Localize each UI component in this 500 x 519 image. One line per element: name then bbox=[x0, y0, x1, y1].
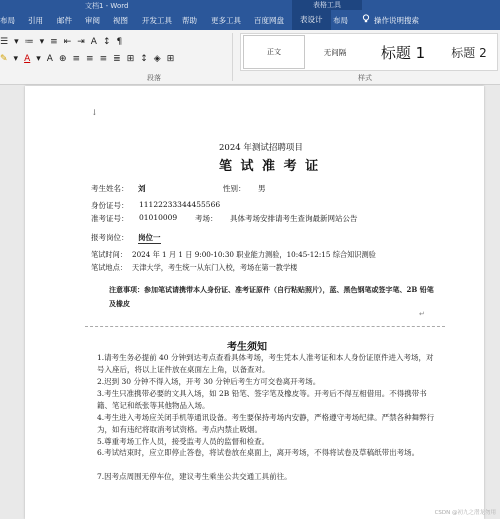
window-title: 文档1 - Word bbox=[85, 2, 129, 10]
exam-room-label: 考场： bbox=[195, 214, 218, 223]
rule-item-7: 7.因考点周围无停车位，建议考生乘坐公共交通工具前往。 bbox=[97, 472, 292, 481]
increase-indent-icon[interactable]: ⇥ bbox=[77, 37, 85, 47]
gender-value: 男 bbox=[258, 184, 266, 193]
tab-developer[interactable]: 开发工具 bbox=[142, 16, 172, 25]
highlight-icon[interactable]: ✎ bbox=[0, 54, 8, 64]
distributed-icon[interactable]: ⊞ bbox=[126, 54, 135, 64]
tab-help[interactable]: 帮助 bbox=[182, 16, 197, 25]
chinese-layout-icon[interactable]: A bbox=[90, 37, 97, 47]
align-right-icon[interactable]: ≡ bbox=[99, 54, 108, 64]
decrease-indent-icon[interactable]: ⇤ bbox=[63, 37, 72, 47]
id-value: 11122233344455566 bbox=[139, 200, 221, 209]
font-color-icon[interactable]: A bbox=[24, 54, 31, 64]
tell-me-box[interactable] bbox=[362, 14, 419, 26]
enclose-char-icon[interactable]: ⊕ bbox=[58, 54, 67, 64]
gender-label: 性别： bbox=[223, 184, 246, 193]
ribbon-tabs bbox=[0, 10, 500, 30]
tab-mailings[interactable]: 邮件 bbox=[57, 16, 72, 25]
title-bar bbox=[0, 0, 500, 10]
doc-title: 2024 年测试招聘项目 bbox=[219, 143, 303, 153]
font-row-bottom bbox=[0, 54, 174, 64]
align-left-icon[interactable]: ≡ bbox=[72, 54, 81, 64]
style-heading-1[interactable]: 标题 1 bbox=[380, 43, 426, 62]
styles-gallery bbox=[240, 33, 498, 71]
multilevel-list-icon[interactable]: ≡ bbox=[50, 37, 58, 47]
rule-item-5: 5.尊重考场工作人员，接受监考人员的监督和检查。 bbox=[97, 437, 270, 446]
context-group-label: 表格工具 bbox=[292, 0, 362, 10]
tab-baidu-netdisk[interactable]: 百度网盘 bbox=[254, 16, 284, 25]
section-divider bbox=[85, 326, 445, 327]
tab-table-design[interactable]: 表设计 bbox=[292, 10, 331, 30]
document-page[interactable] bbox=[25, 86, 484, 519]
notice-paragraph: 注意事项：参加笔试请携带本人身份证、准考证原件（自行粘贴照片），蓝、黑色钢笔或签字笔、2B 铅笔及橡皮 bbox=[109, 285, 434, 308]
tab-table-layout[interactable]: 布局 bbox=[333, 16, 348, 25]
numbering-icon[interactable]: ≔ bbox=[24, 37, 34, 47]
ticket-value: 01010009 bbox=[139, 213, 178, 222]
rule-item-6: 6.考试结束时，应立即停止答卷，将试卷放在桌面上，离开考场，不得将试卷及草稿纸带出考场。 bbox=[97, 448, 420, 457]
tab-layout[interactable]: 布局 bbox=[0, 16, 15, 25]
style-heading-2[interactable]: 标题 2 bbox=[451, 45, 487, 60]
style-normal[interactable]: 正文 bbox=[243, 35, 305, 69]
group-separator bbox=[232, 33, 233, 81]
tab-more-tools[interactable]: 更多工具 bbox=[211, 16, 241, 25]
lightbulb-icon bbox=[362, 14, 370, 26]
place-label: 笔试地点： bbox=[91, 263, 127, 272]
tab-review[interactable]: 审阅 bbox=[85, 16, 100, 25]
highlight-dropdown-icon[interactable]: ▾ bbox=[13, 54, 19, 64]
rule-item-4: 4.考生进入考场应关闭手机等通讯设备。考生要保持考场内安静，严格遵守考场纪律。严禁各种舞弊行为，如有违纪将取消考试资格。考点内禁止吸烟。 bbox=[97, 413, 435, 434]
paragraph-mark: ↵ bbox=[419, 310, 425, 318]
rule-item-1: 1.请考生务必提前 40 分钟到达考点查看具体考场，考生凭本人准考证和本人身份证原件进入考场，对号入座后，将以上证件放在桌面左上角，以备查对。 bbox=[97, 353, 434, 374]
styles-group-label: 样式 bbox=[358, 74, 372, 82]
char-shading-icon[interactable]: A bbox=[46, 54, 53, 64]
borders-icon[interactable]: ⊞ bbox=[166, 54, 175, 64]
paragraph-group-label: 段落 bbox=[147, 74, 161, 82]
id-label: 身份证号： bbox=[91, 201, 129, 210]
doc-heading: 笔 试 准 考 证 bbox=[219, 159, 321, 174]
line-spacing-icon[interactable]: ↕ bbox=[140, 54, 148, 64]
numbering-dropdown-icon[interactable]: ▾ bbox=[39, 37, 45, 47]
bullets-icon[interactable]: ☰ bbox=[0, 37, 9, 47]
rule-item-3: 3.考生只准携带必要的文具入场，如 2B 铅笔、签字笔及橡皮等。开考后不得互相借用。不得携带书籍、笔记和纸张等其他物品入场。 bbox=[97, 389, 427, 410]
paragraph-arrow: ↓ bbox=[91, 108, 98, 117]
time-value: 2024 年 1 月 1 日 9:00-10:30 职业能力测验，10:45-12:15 综合知识测验 bbox=[132, 250, 376, 259]
font-color-dropdown-icon[interactable]: ▾ bbox=[36, 54, 41, 64]
exam-room-value: 具体考场安排请考生查询最新网站公告 bbox=[230, 214, 358, 223]
show-marks-icon[interactable]: ¶ bbox=[116, 37, 123, 47]
watermark-text: CSDN @初九之潜龙勿用 bbox=[434, 510, 496, 516]
bullets-dropdown-icon[interactable]: ▾ bbox=[14, 37, 19, 47]
tab-references[interactable]: 引用 bbox=[28, 16, 43, 25]
place-value: 天津大学，考生统一从东门入校，考场在第一教学楼 bbox=[132, 263, 298, 272]
align-center-icon[interactable]: ≡ bbox=[86, 54, 94, 64]
position-value: 岗位一 bbox=[138, 233, 161, 242]
position-label: 报考岗位： bbox=[91, 233, 129, 242]
font-row-top bbox=[0, 37, 122, 47]
time-label: 笔试时间： bbox=[91, 250, 127, 259]
justify-icon[interactable]: ≣ bbox=[113, 54, 121, 64]
name-label: 考生姓名： bbox=[91, 184, 129, 193]
name-value: 刘 bbox=[138, 184, 146, 193]
tell-me-label: 操作说明搜索 bbox=[374, 15, 419, 25]
tab-view[interactable]: 视图 bbox=[113, 16, 128, 25]
ticket-label: 准考证号： bbox=[91, 214, 129, 223]
shading-icon[interactable]: ◈ bbox=[153, 54, 161, 64]
rules-title: 考生须知 bbox=[227, 342, 267, 353]
ribbon-body bbox=[0, 30, 500, 85]
rule-item-2: 2.迟到 30 分钟不得入场，开考 30 分钟后考生方可交卷离开考场。 bbox=[97, 377, 321, 386]
sort-icon[interactable]: ↕ bbox=[102, 37, 111, 47]
style-no-spacing[interactable]: 无间隔 bbox=[323, 47, 347, 57]
